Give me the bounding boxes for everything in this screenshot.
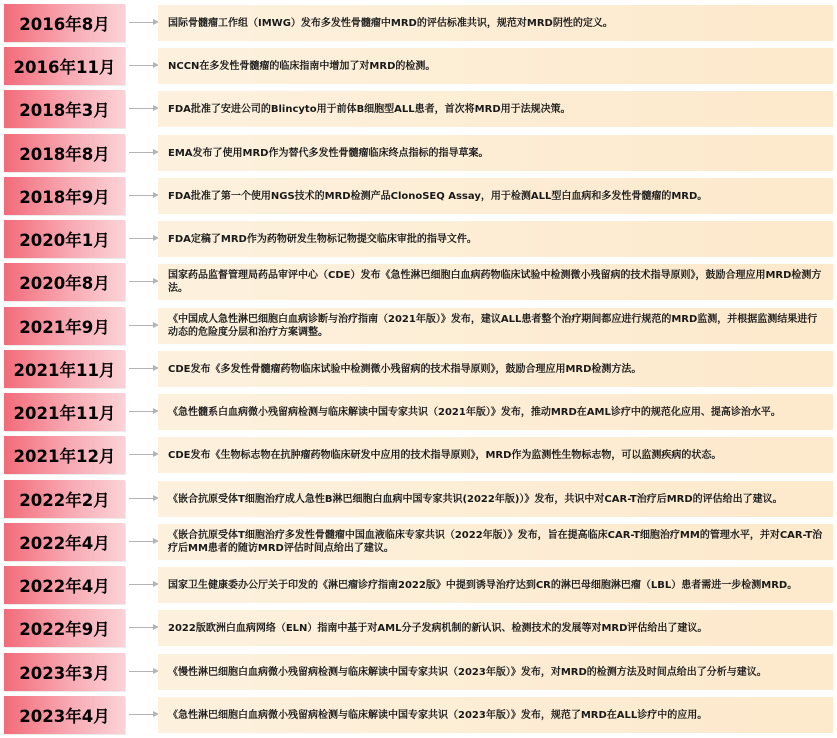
- event-description: FDA定稿了MRD作为药物研发生物标记物提交临床审批的指导文件。: [158, 221, 833, 257]
- date-label: 2020年8月: [4, 263, 125, 301]
- timeline-row: [0, 3, 837, 43]
- event-description: 《急性髓系白血病微小残留病检测与临床解读中国专家共识（2021年版）》发布，推动MRD在AML诊疗中的规范化应用、提高诊治水平。: [158, 394, 833, 430]
- arrow-icon: [129, 627, 154, 628]
- arrow-icon: [129, 65, 154, 66]
- event-description: 2022版欧洲白血病网络（ELN）指南中基于对AML分子发病机制的新认识、检测技术的发展等对MRD评估给出了建议。: [158, 610, 833, 646]
- arrow-icon: [129, 411, 154, 412]
- event-description: FDA批准了安进公司的Blincyto用于前体B细胞型ALL患者，首次将MRD用于法规决策。: [158, 91, 833, 127]
- arrow-icon: [129, 281, 154, 282]
- event-description: CDE发布《生物标志物在抗肿瘤药物临床研发中应用的技术指导原则》，MRD作为监测性生物标志物，可以监测疾病的状态。: [158, 437, 833, 473]
- arrow-icon: [129, 541, 154, 542]
- event-description: FDA批准了第一个使用NGS技术的MRD检测产品ClonoSEQ Assay，用于检测ALL型白血病和多发性骨髓瘤的MRD。: [158, 178, 833, 214]
- arrow-icon: [129, 325, 154, 326]
- date-label: 2018年3月: [4, 90, 125, 128]
- timeline-row: [0, 219, 837, 259]
- arrow-icon: [129, 368, 154, 369]
- event-description: 《中国成人急性淋巴细胞白血病诊断与治疗指南（2021年版）》发布，建议ALL患者整个治疗期间都应进行规范的MRD监测，并根据监测结果进行动态的危险度分层和治疗方案调整。: [158, 308, 833, 344]
- arrow-icon: [129, 584, 154, 585]
- date-label: 2021年9月: [4, 307, 125, 345]
- event-description: 《慢性淋巴细胞白血病微小残留病检测与临床解读中国专家共识（2023年版）》发布，对MRD的检测方法及时间点给出了分析与建议。: [158, 654, 833, 690]
- arrow-icon: [129, 195, 154, 196]
- timeline-row: [0, 306, 837, 346]
- timeline-row: [0, 133, 837, 173]
- event-description: 《嵌合抗原受体T细胞治疗成人急性B淋巴细胞白血病中国专家共识(2022年版)）》发布，共识中对CAR-T治疗后MRD的评估给出了建议。: [158, 481, 833, 517]
- timeline-row: [0, 262, 837, 302]
- arrow-icon: [129, 22, 154, 23]
- date-label: 2023年4月: [4, 696, 125, 734]
- timeline-row: [0, 608, 837, 648]
- date-label: 2022年4月: [4, 566, 125, 604]
- timeline-row: [0, 176, 837, 216]
- date-label: 2022年9月: [4, 609, 125, 647]
- date-label: 2023年3月: [4, 653, 125, 691]
- event-description: 国家卫生健康委办公厅关于印发的《淋巴瘤诊疗指南2022版》中提到诱导治疗达到CR的淋巴母细胞淋巴瘤（LBL）患者需进一步检测MRD。: [158, 567, 833, 603]
- event-description: 《嵌合抗原受体T细胞治疗多发性骨髓瘤中国血液临床专家共识（2022年版）》发布，旨在提高临床CAR-T细胞治疗MM的管理水平，并对CAR-T治疗后MM患者的随访MRD评估时间点给出了建议。: [158, 524, 833, 560]
- date-label: 2018年8月: [4, 134, 125, 172]
- timeline-row: [0, 89, 837, 129]
- arrow-icon: [129, 238, 154, 239]
- timeline-row: [0, 349, 837, 389]
- event-description: 国家药品监督管理局药品审评中心（CDE）发布《急性淋巴细胞白血病药物临床试验中检测微小残留病的技术指导原则》，鼓励合理应用MRD检测方法。: [158, 264, 833, 300]
- arrow-icon: [129, 498, 154, 499]
- timeline-row: [0, 522, 837, 562]
- event-description: 《急性淋巴细胞白血病微小残留病检测与临床解读中国专家共识（2023年版）》发布，规范了MRD在ALL诊疗中的应用。: [158, 697, 833, 733]
- arrow-icon: [129, 714, 154, 715]
- timeline-row: [0, 652, 837, 692]
- event-description: NCCN在多发性骨髓瘤的临床指南中增加了对MRD的检测。: [158, 48, 833, 84]
- timeline-row: [0, 695, 837, 735]
- date-label: 2020年1月: [4, 220, 125, 258]
- timeline-row: [0, 392, 837, 432]
- date-label: 2022年2月: [4, 480, 125, 518]
- date-label: 2021年11月: [4, 350, 125, 388]
- event-description: 国际骨髓瘤工作组（IMWG）发布多发性骨髓瘤中MRD的评估标准共识，规范对MRD阴性的定义。: [158, 5, 833, 41]
- date-label: 2018年9月: [4, 177, 125, 215]
- date-label: 2021年11月: [4, 393, 125, 431]
- date-label: 2016年11月: [4, 47, 125, 85]
- event-description: EMA发布了使用MRD作为替代多发性骨髓瘤临床终点指标的指导草案。: [158, 135, 833, 171]
- arrow-icon: [129, 671, 154, 672]
- date-label: 2021年12月: [4, 436, 125, 474]
- arrow-icon: [129, 454, 154, 455]
- event-description: CDE发布《多发性骨髓瘤药物临床试验中检测微小残留病的技术指导原则》，鼓励合理应用MRD检测方法。: [158, 351, 833, 387]
- date-label: 2022年4月: [4, 523, 125, 561]
- date-label: 2016年8月: [4, 4, 125, 42]
- arrow-icon: [129, 152, 154, 153]
- timeline-row: [0, 479, 837, 519]
- timeline-row: [0, 565, 837, 605]
- timeline-row: [0, 46, 837, 86]
- timeline-row: [0, 435, 837, 475]
- arrow-icon: [129, 108, 154, 109]
